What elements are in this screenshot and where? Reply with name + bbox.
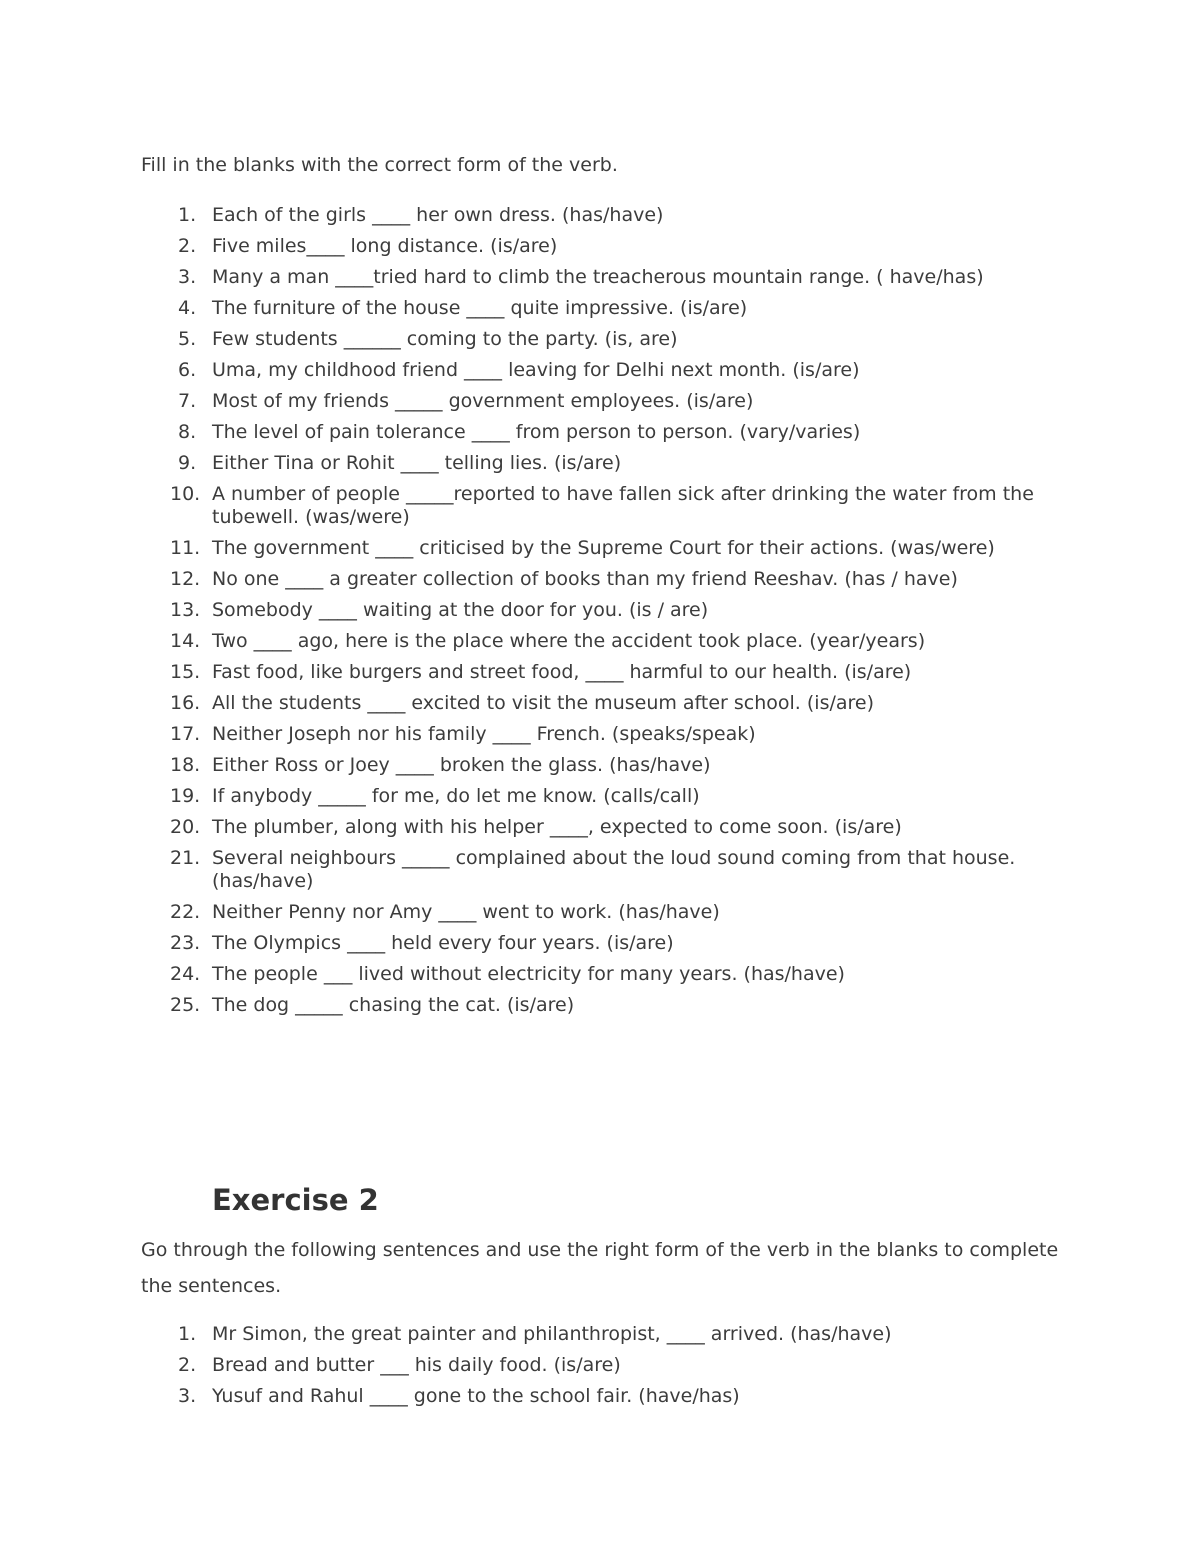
item-text: A number of people _____reported to have fallen sick after drinking the water from the tubewell. (was/were): [212, 483, 1034, 528]
list-item: [170, 1354, 1070, 1377]
item-number: 24.: [170, 963, 201, 985]
exercise2-title: Exercise 2: [212, 1183, 379, 1217]
item-number: 6.: [178, 359, 197, 381]
list-item: [170, 963, 1070, 986]
item-number: 2.: [178, 235, 197, 257]
item-text: Each of the girls ____ her own dress. (has/have): [212, 204, 664, 226]
list-item: [170, 452, 1070, 475]
list-item: [170, 599, 1070, 622]
list-item: [170, 1323, 1070, 1346]
item-text: Several neighbours _____ complained about the loud sound coming from that house. (has/have): [212, 847, 1016, 892]
list-item: [170, 754, 1070, 777]
item-number: 15.: [170, 661, 201, 683]
item-text: Either Tina or Rohit ____ telling lies. (is/are): [212, 452, 622, 474]
list-item: [170, 661, 1070, 684]
item-text: Five miles____ long distance. (is/are): [212, 235, 558, 257]
item-number: 17.: [170, 723, 201, 745]
item-number: 1.: [178, 1323, 197, 1345]
exercise2-instruction: Go through the following sentences and use the right form of the verb in the blanks to complete the sentences.: [141, 1239, 1059, 1297]
item-number: 21.: [170, 847, 201, 869]
item-number: 7.: [178, 390, 197, 412]
item-number: 16.: [170, 692, 201, 714]
item-text: Bread and butter ___ his daily food. (is/are): [212, 1354, 621, 1376]
item-number: 22.: [170, 901, 201, 923]
item-number: 12.: [170, 568, 201, 590]
item-number: 19.: [170, 785, 201, 807]
exercise2-list: [170, 1323, 1070, 1416]
list-item: [170, 1385, 1070, 1408]
item-number: 3.: [178, 1385, 197, 1407]
list-item: [170, 785, 1070, 808]
list-item: [170, 816, 1070, 839]
item-text: The government ____ criticised by the Supreme Court for their actions. (was/were): [212, 537, 995, 559]
item-text: The furniture of the house ____ quite impressive. (is/are): [212, 297, 748, 319]
list-item: [170, 847, 1070, 893]
item-text: Neither Penny nor Amy ____ went to work. (has/have): [212, 901, 720, 923]
list-item: [170, 297, 1070, 320]
list-item: [170, 901, 1070, 924]
list-item: [170, 994, 1070, 1017]
item-number: 13.: [170, 599, 201, 621]
exercise1-instruction: Fill in the blanks with the correct form of the verb.: [141, 154, 618, 176]
item-number: 14.: [170, 630, 201, 652]
item-text: All the students ____ excited to visit the museum after school. (is/are): [212, 692, 875, 714]
list-item: [170, 359, 1070, 382]
item-number: 20.: [170, 816, 201, 838]
item-text: If anybody _____ for me, do let me know. (calls/call): [212, 785, 700, 807]
item-text: Yusuf and Rahul ____ gone to the school fair. (have/has): [212, 1385, 740, 1407]
item-text: No one ____ a greater collection of books than my friend Reeshav. (has / have): [212, 568, 958, 590]
list-item: [170, 390, 1070, 413]
item-number: 4.: [178, 297, 197, 319]
list-item: [170, 421, 1070, 444]
item-text: The level of pain tolerance ____ from person to person. (vary/varies): [212, 421, 861, 443]
item-text: The dog _____ chasing the cat. (is/are): [212, 994, 575, 1016]
item-number: 10.: [170, 483, 201, 505]
item-text: Neither Joseph nor his family ____ French. (speaks/speak): [212, 723, 756, 745]
item-number: 11.: [170, 537, 201, 559]
item-text: Two ____ ago, here is the place where the accident took place. (year/years): [212, 630, 926, 652]
list-item: [170, 537, 1070, 560]
item-number: 18.: [170, 754, 201, 776]
item-text: Most of my friends _____ government employees. (is/are): [212, 390, 754, 412]
item-number: 23.: [170, 932, 201, 954]
item-text: Few students ______ coming to the party. (is, are): [212, 328, 678, 350]
item-text: Fast food, like burgers and street food, ____ harmful to our health. (is/are): [212, 661, 912, 683]
list-item: [170, 568, 1070, 591]
item-text: The people ___ lived without electricity for many years. (has/have): [212, 963, 845, 985]
item-number: 1.: [178, 204, 197, 226]
item-text: Either Ross or Joey ____ broken the glass. (has/have): [212, 754, 711, 776]
item-number: 5.: [178, 328, 197, 350]
item-text: Mr Simon, the great painter and philanthropist, ____ arrived. (has/have): [212, 1323, 892, 1345]
item-number: 8.: [178, 421, 197, 443]
list-item: [170, 328, 1070, 351]
item-number: 3.: [178, 266, 197, 288]
list-item: [170, 723, 1070, 746]
list-item: [170, 204, 1070, 227]
list-item: [170, 630, 1070, 653]
list-item: [170, 932, 1070, 955]
item-text: The plumber, along with his helper ____, expected to come soon. (is/are): [212, 816, 902, 838]
list-item: [170, 692, 1070, 715]
list-item: [170, 266, 1070, 289]
list-item: [170, 483, 1070, 529]
item-number: 9.: [178, 452, 197, 474]
item-number: 25.: [170, 994, 201, 1016]
exercise1-list: [170, 204, 1070, 1025]
item-text: Somebody ____ waiting at the door for you. (is / are): [212, 599, 709, 621]
item-text: The Olympics ____ held every four years. (is/are): [212, 932, 674, 954]
list-item: [170, 235, 1070, 258]
item-text: Many a man ____tried hard to climb the treacherous mountain range. ( have/has): [212, 266, 984, 288]
item-number: 2.: [178, 1354, 197, 1376]
item-text: Uma, my childhood friend ____ leaving for Delhi next month. (is/are): [212, 359, 860, 381]
